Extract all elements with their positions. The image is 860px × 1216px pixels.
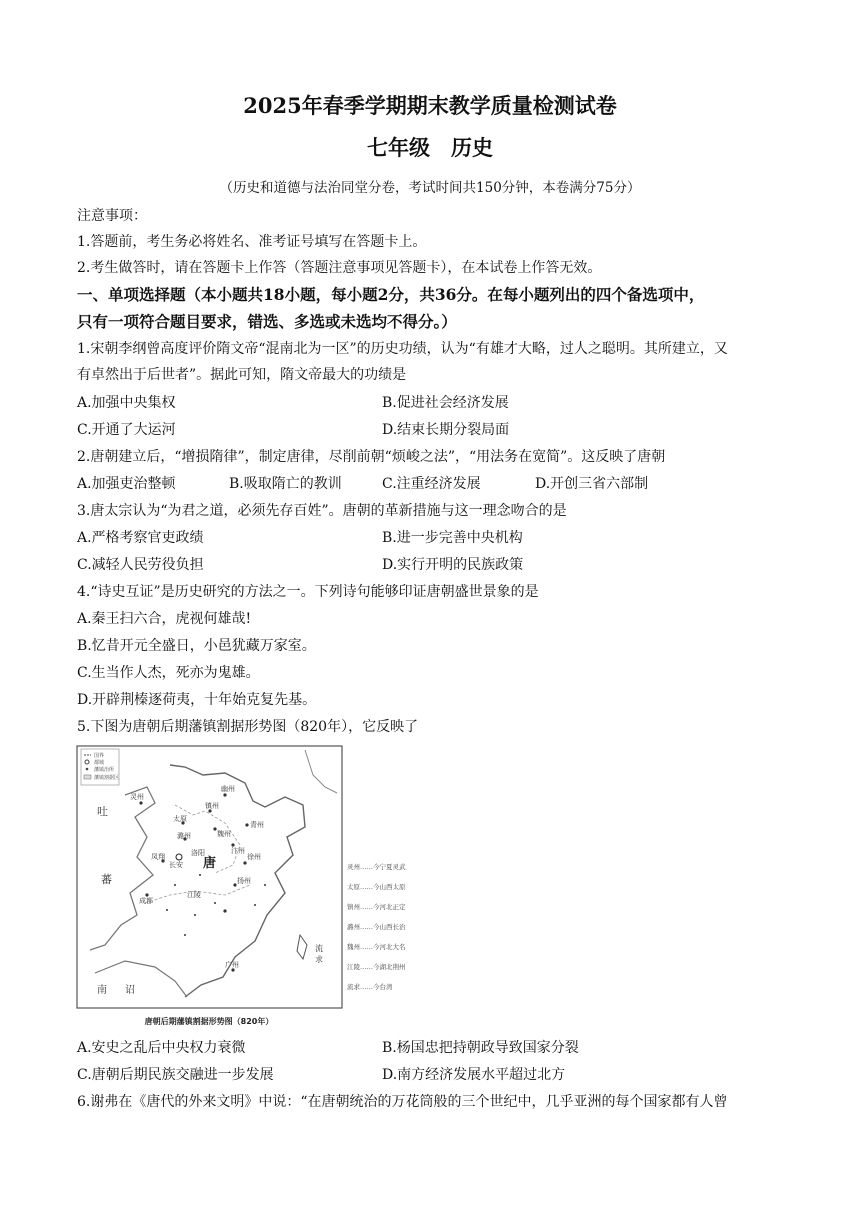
- notice-item: 2.考生做答时，请在答题卡上作答（答题注意事项见答题卡），在本试卷上作答无效。: [77, 260, 602, 276]
- map-label: 唐: [203, 856, 217, 871]
- map-label: 流: [315, 944, 323, 953]
- legend-symbol: [86, 768, 89, 771]
- map-note: 镇州……今河北正定: [347, 903, 406, 911]
- map-label: 魏州: [217, 830, 231, 838]
- option-d: D.结束长期分裂局面: [382, 422, 510, 438]
- map-label: 凤翔: [151, 853, 165, 861]
- section-heading: 只有一项符合题目要求，错选、多选或未选均不得分。）: [77, 312, 457, 331]
- question-text: 6.谢弗在《唐代的外来文明》中说：“在唐朝统治的万花筒般的三个世纪中，几乎亚洲的每个国家都有人曾: [77, 1094, 728, 1110]
- option-d: D.开辟荆榛逐荷夷，十年始克复先基。: [77, 692, 317, 708]
- legend-label: 国界: [94, 753, 105, 759]
- option-b: B.促进社会经济发展: [382, 395, 509, 411]
- option-a: A.加强中央集权: [77, 395, 176, 411]
- map-note: 太原……今山西太原: [347, 883, 406, 891]
- map-label: 灵州: [130, 793, 144, 801]
- map-label: 青州: [250, 821, 264, 829]
- exam-subtitle: 七年级 历史: [367, 135, 493, 160]
- map-label: 江陵: [187, 891, 201, 899]
- option-c: C.减轻人民劳役负担: [77, 557, 204, 573]
- option-b: B.进一步完善中央机构: [382, 530, 523, 546]
- tang-map: [75, 745, 478, 1032]
- map-label: 广州: [225, 961, 239, 969]
- legend-symbol: [84, 775, 91, 779]
- map-label: 诏: [125, 985, 135, 996]
- option-a: A.秦王扫六合，虎视何雄哉!: [77, 611, 252, 627]
- map-note: 流求……今台湾: [347, 983, 393, 991]
- option-d: D.南方经济发展水平超过北方: [382, 1067, 566, 1083]
- option-b: B.杨国忠把持朝政导致国家分裂: [382, 1040, 579, 1056]
- map-note: 灵州……今宁夏灵武: [347, 863, 406, 871]
- map-caption: 唐朝后期藩镇割据形势图（820年）: [144, 1017, 274, 1026]
- question-text: 有卓然出于后世者”。据此可知，隋文帝最大的功绩是: [77, 367, 407, 383]
- notice-heading: 注意事项：: [77, 208, 147, 224]
- option-b: B.忆昔开元全盛日，小邑犹藏万家室。: [77, 638, 316, 654]
- notice-item: 1.答题前，考生务必将姓名、准考证号填写在答题卡上。: [77, 234, 427, 250]
- map-label: 徐州: [247, 853, 261, 861]
- map-label: 汴州: [231, 847, 245, 855]
- option-c: C.生当作人杰，死亦为鬼雄。: [77, 665, 260, 681]
- exam-note: （历史和道德与法治同堂分卷，考试时间共150分钟，本卷满分75分）: [219, 180, 641, 196]
- option-b: B.吸取隋亡的教训: [229, 476, 342, 492]
- option-c: C.注重经济发展: [382, 476, 481, 492]
- question-text: 5.下图为唐朝后期藩镇割据形势图（820年），它反映了: [77, 719, 419, 735]
- map-label: 成都: [139, 897, 153, 905]
- map-label: 求: [315, 955, 323, 964]
- question-text: 1.宋朝李纲曾高度评价隋文帝“混南北为一区”的历史功绩，认为“有雄才大略，过人之聪明。其所建立，又: [77, 341, 728, 357]
- section-heading: 一、单项选择题（本小题共18小题，每小题2分，共36分。在每小题列出的四个备选项中，: [77, 285, 705, 304]
- question-text: 2.唐朝建立后，“增损隋律”，制定唐律，尽削前朝“烦峻之法”，“用法务在宽简”。这反映了唐朝: [77, 449, 666, 465]
- option-a: A.安史之乱后中央权力衰微: [77, 1040, 246, 1056]
- option-d: D.开创三省六部制: [535, 476, 649, 492]
- map-label: 吐: [97, 805, 108, 818]
- option-a: A.严格考察官吏政绩: [77, 530, 204, 546]
- map-label: 幽州: [221, 785, 235, 793]
- question-text: 4.“诗史互证”是历史研究的方法之一。下列诗句能够印证唐朝盛世景象的是: [77, 584, 539, 600]
- legend-label: 藩镇治所: [94, 767, 115, 773]
- option-c: C.开通了大运河: [77, 422, 176, 438]
- map-label: 潞州: [177, 832, 191, 840]
- map-label: 洛阳: [191, 849, 205, 857]
- map-note: 潞州……今山西长治: [347, 923, 406, 931]
- map-figure: [75, 745, 478, 1032]
- map-note: 魏州……今河北大名: [347, 943, 406, 951]
- map-label: 镇州: [205, 802, 219, 810]
- map-label: 太原: [173, 815, 187, 823]
- option-a: A.加强吏治整顿: [77, 476, 176, 492]
- map-label: 南: [97, 985, 107, 996]
- map-label: 蕃: [101, 873, 112, 886]
- map-note: 江陵……今湖北荆州: [347, 963, 406, 971]
- map-label: 扬州: [237, 877, 251, 885]
- option-d: D.实行开明的民族政策: [382, 557, 524, 573]
- question-text: 3.唐太宗认为“为君之道，必须先存百姓”。唐朝的革新措施与这一理念吻合的是: [77, 503, 567, 519]
- map-label: 长安: [169, 861, 183, 869]
- legend-label: 藩镇割据区: [94, 775, 120, 781]
- exam-title: 2025年春季学期期末教学质量检测试卷: [243, 93, 617, 118]
- option-c: C.唐朝后期民族交融进一步发展: [77, 1067, 274, 1083]
- legend-label: 都城: [94, 760, 105, 766]
